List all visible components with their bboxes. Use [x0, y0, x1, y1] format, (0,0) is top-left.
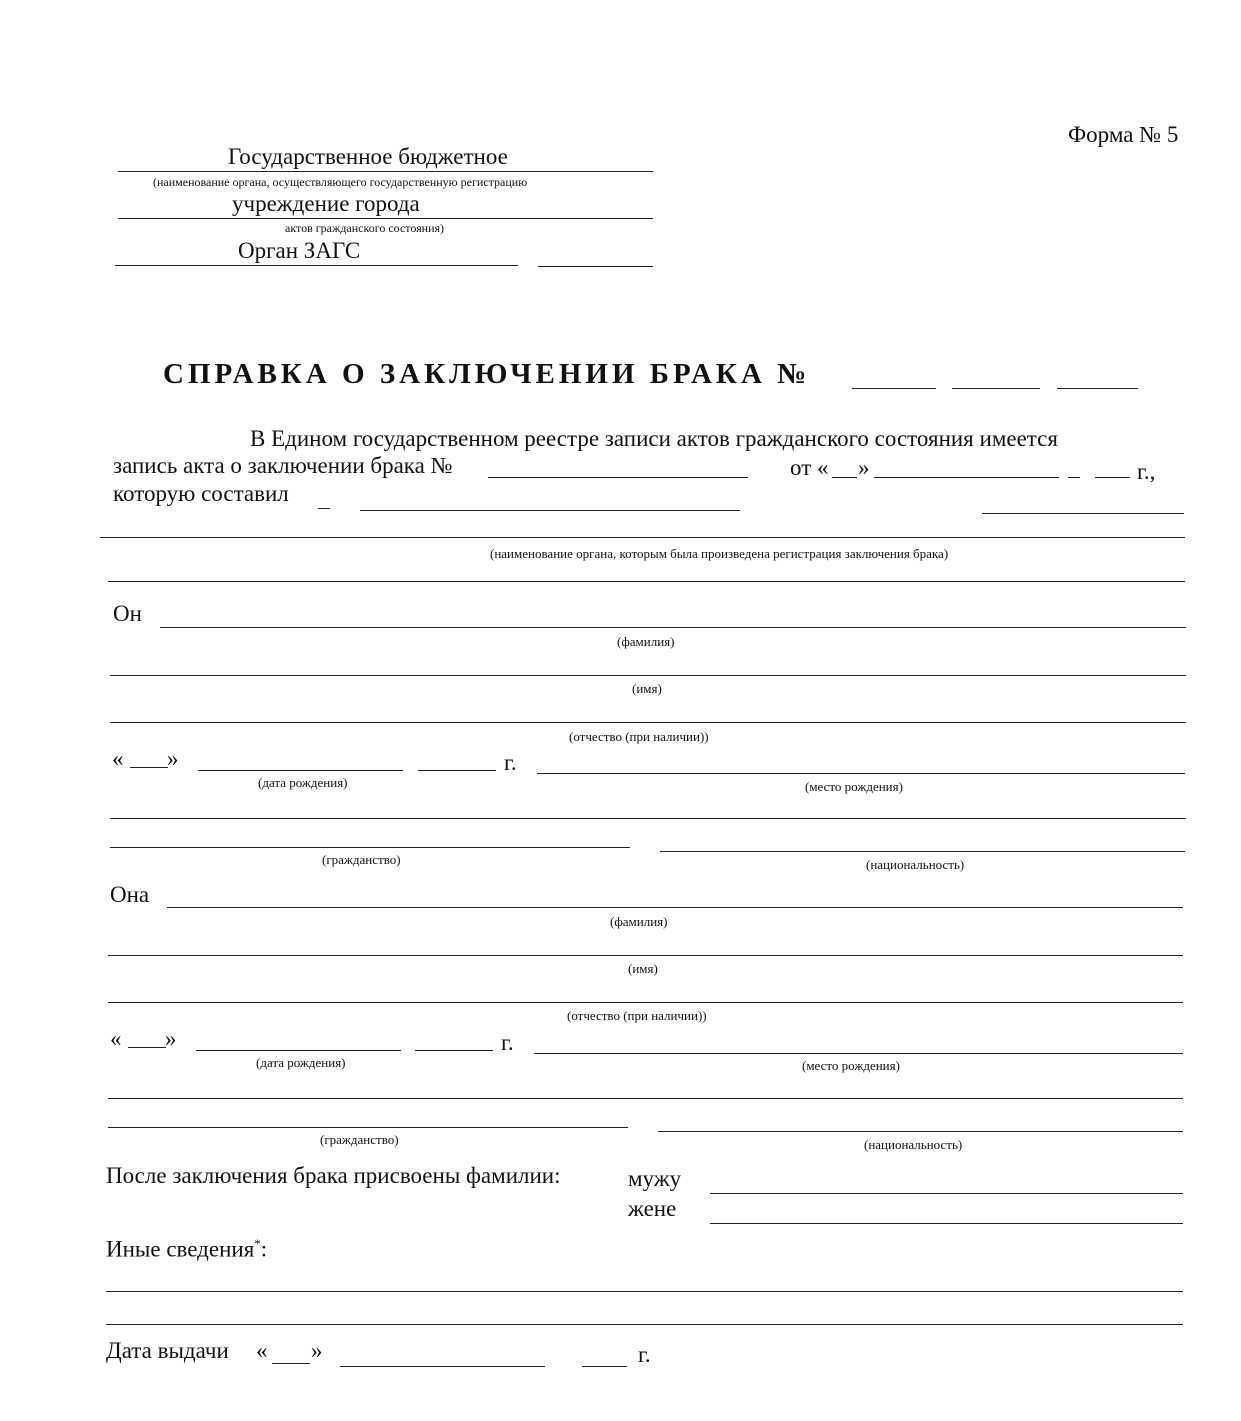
husband-surname-field[interactable] — [710, 1193, 1183, 1194]
footnote-marker: * — [254, 1236, 261, 1251]
he-label: Он — [113, 601, 142, 626]
form-number: Форма № 5 — [1068, 122, 1179, 147]
she-birth-day-field[interactable] — [128, 1047, 166, 1048]
composed-by-rule-a[interactable] — [318, 508, 330, 509]
registering-organ-field-2[interactable] — [108, 581, 1185, 582]
issue-day-field[interactable] — [272, 1363, 310, 1364]
organ-caption-1: (наименование органа, осуществляющего государственную регистрацию — [153, 175, 528, 189]
he-birth-day-field[interactable] — [130, 767, 168, 768]
registering-organ-field[interactable] — [100, 537, 1185, 538]
she-birth-quote-open: « — [110, 1026, 122, 1051]
he-name-caption: (имя) — [632, 681, 662, 696]
she-patronymic-field[interactable] — [108, 1002, 1183, 1003]
she-name-field[interactable] — [108, 955, 1183, 956]
other-info-field-1[interactable] — [106, 1291, 1183, 1292]
she-label: Она — [110, 882, 150, 907]
organ-line-3-rule-b — [538, 266, 653, 267]
she-birth-year-field[interactable] — [415, 1050, 493, 1051]
he-birthplace-caption: (место рождения) — [805, 779, 903, 794]
record-number-field[interactable] — [488, 477, 748, 478]
she-name-caption: (имя) — [628, 961, 658, 976]
he-surname-field[interactable] — [160, 627, 1186, 628]
she-citizenship-field[interactable] — [108, 1127, 628, 1128]
he-nationality-caption: (национальность) — [866, 857, 965, 872]
he-birth-year-field[interactable] — [418, 770, 496, 771]
issue-quote-open: « — [256, 1338, 268, 1363]
she-citizenship-caption: (гражданство) — [320, 1132, 399, 1147]
record-year-suffix: г., — [1137, 459, 1156, 484]
he-patronymic-caption: (отчество (при наличии)) — [569, 729, 709, 744]
composed-by-rule-c[interactable] — [982, 513, 1184, 514]
composed-by-rule-b[interactable] — [360, 510, 740, 511]
she-nationality-field[interactable] — [658, 1131, 1183, 1132]
intro-line-1: В Едином государственном реестре записи актов гражданского состояния имеется — [250, 426, 1058, 451]
issue-year-label: г. — [638, 1342, 651, 1367]
she-surname-caption: (фамилия) — [610, 914, 668, 929]
wife-surname-field[interactable] — [710, 1223, 1183, 1224]
he-name-field[interactable] — [110, 675, 1186, 676]
document-title: СПРАВКА О ЗАКЛЮЧЕНИИ БРАКА № — [163, 358, 811, 390]
issue-year-field[interactable] — [582, 1366, 627, 1367]
he-citizenship-field[interactable] — [110, 847, 630, 848]
she-birth-year-label: г. — [501, 1030, 514, 1055]
she-birth-quote-close: » — [165, 1026, 177, 1051]
date-close-quote: » — [858, 455, 870, 480]
she-birthplace-caption: (место рождения) — [802, 1058, 900, 1073]
she-birthdate-caption: (дата рождения) — [256, 1055, 346, 1070]
she-patronymic-caption: (отчество (при наличии)) — [567, 1008, 707, 1023]
other-info-label: Иные сведения*: — [106, 1236, 268, 1262]
he-patronymic-field[interactable] — [110, 722, 1186, 723]
organ-line-3: Орган ЗАГС — [238, 238, 361, 263]
he-birth-quote-close: » — [167, 746, 179, 771]
record-day-field[interactable] — [832, 477, 857, 478]
organ-line-1: Государственное бюджетное — [228, 144, 508, 169]
organ-line-1-rule — [118, 171, 653, 172]
record-year-field-b[interactable] — [1095, 477, 1130, 478]
other-info-field-2[interactable] — [106, 1324, 1183, 1325]
he-birthdate-caption: (дата рождения) — [258, 775, 348, 790]
he-birth-year-label: г. — [504, 750, 517, 775]
he-citizenship-caption: (гражданство) — [322, 852, 401, 867]
issue-quote-close: » — [311, 1338, 323, 1363]
she-nationality-caption: (национальность) — [864, 1137, 963, 1152]
record-label: запись акта о заключении брака № — [113, 453, 453, 478]
he-nationality-field[interactable] — [660, 851, 1185, 852]
title-number-rule-a — [852, 388, 936, 389]
he-birth-month-field[interactable] — [198, 770, 403, 771]
after-marriage-label: После заключения брака присвоены фамилии: — [106, 1163, 561, 1188]
she-surname-field[interactable] — [167, 907, 1183, 908]
organ-line-2-rule — [118, 218, 653, 219]
composed-by-label: которую составил — [113, 481, 289, 506]
title-number-rule-c — [1057, 388, 1138, 389]
he-birth-quote-open: « — [112, 746, 124, 771]
organ-line-2: учреждение города — [232, 191, 420, 216]
wife-label: жене — [628, 1196, 677, 1221]
date-from-label: от « — [790, 455, 829, 480]
title-number-rule-b — [952, 388, 1040, 389]
issue-month-field[interactable] — [340, 1366, 545, 1367]
she-birthplace-field-2[interactable] — [108, 1098, 1183, 1099]
record-year-field-a[interactable] — [1068, 477, 1080, 478]
husband-label: мужу — [628, 1166, 682, 1191]
he-surname-caption: (фамилия) — [617, 634, 675, 649]
he-birthplace-field[interactable] — [537, 773, 1185, 774]
she-birth-month-field[interactable] — [196, 1050, 401, 1051]
record-month-field[interactable] — [874, 477, 1059, 478]
organ-caption-2: актов гражданского состояния) — [285, 221, 444, 235]
he-birthplace-field-2[interactable] — [110, 818, 1186, 819]
she-birthplace-field[interactable] — [534, 1053, 1183, 1054]
organ-line-3-rule-a — [115, 265, 518, 266]
issue-date-label: Дата выдачи — [106, 1338, 229, 1363]
registering-organ-caption: (наименование органа, которым была произведена регистрация заключения брака) — [490, 546, 949, 561]
